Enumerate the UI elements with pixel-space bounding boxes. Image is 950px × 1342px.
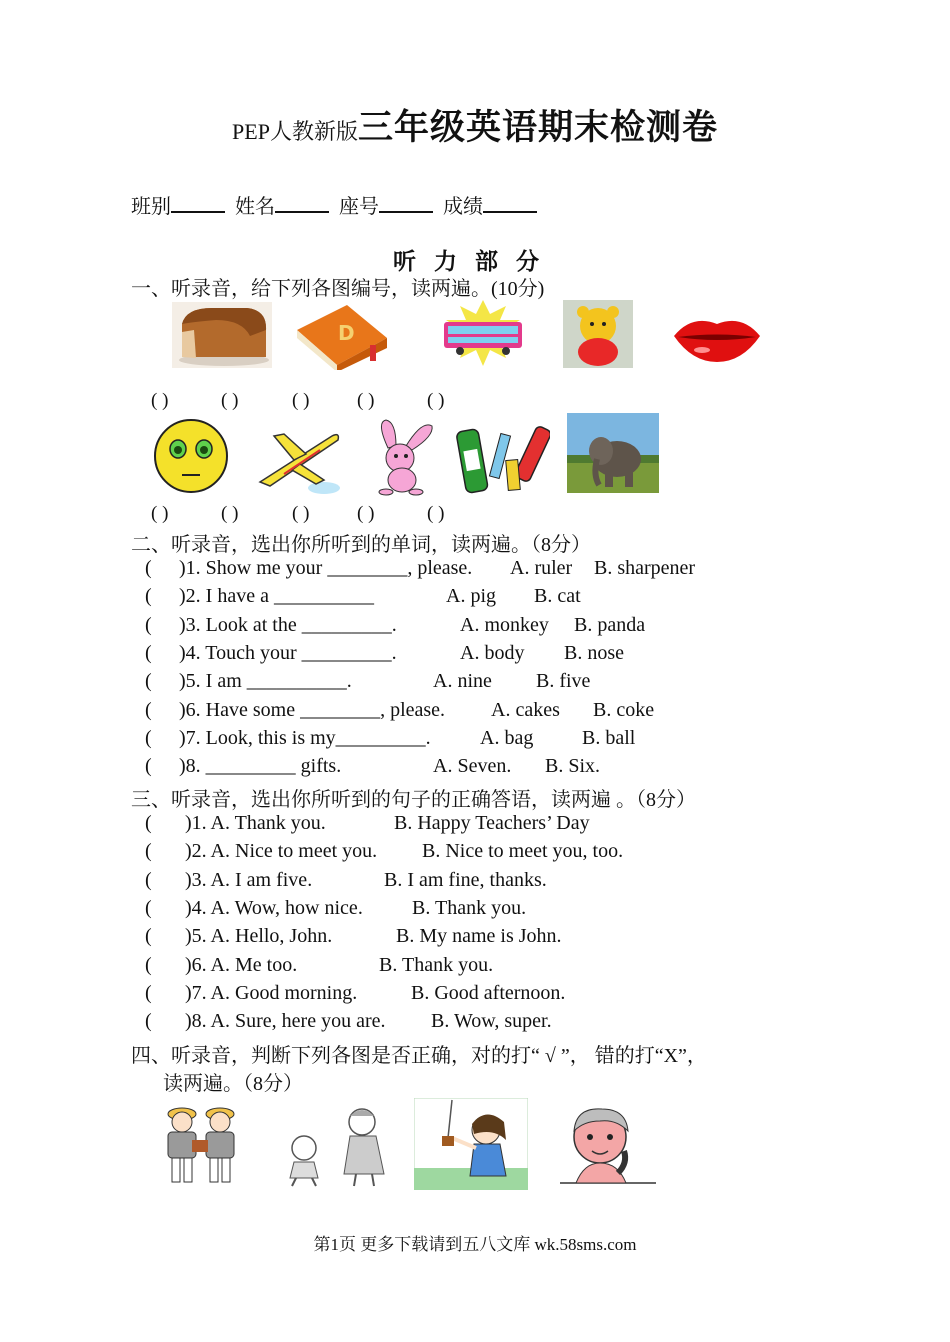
option-a: A. cakes — [491, 699, 560, 721]
answer-paren[interactable]: ( — [145, 585, 152, 607]
bear-icon — [563, 300, 633, 368]
section4-heading: 四、听录音，判断下列各图是否正确，对的打“ √ ”， 错的打“X”， — [131, 1045, 707, 1067]
answer-paren[interactable]: ( — [145, 727, 152, 749]
section2-heading: 二、听录音，选出你所听到的单词，读两遍。（8分） — [131, 534, 591, 556]
option-a: A. nine — [433, 670, 492, 692]
name-label: 姓名 — [235, 196, 275, 218]
class-blank[interactable] — [171, 193, 225, 213]
answer-paren[interactable]: ( — [145, 755, 152, 777]
option-b: B. Nice to meet you, too. — [422, 840, 624, 862]
page-footer: 第1页 更多下载请到五八文库 wk.58sms.com — [313, 1235, 637, 1254]
elephant-icon — [567, 413, 659, 493]
question-text: )8. _________ gifts. — [179, 755, 342, 777]
answer-slot[interactable]: ( ) — [221, 503, 239, 524]
option-a-text: )7. A. Good morning. — [185, 982, 358, 1004]
option-b: B. I am fine, thanks. — [384, 869, 547, 891]
answer-paren[interactable]: ( — [145, 699, 152, 721]
listening-part-heading: 听力部分 — [393, 249, 557, 275]
option-a: A. monkey — [460, 614, 549, 636]
answer-slot[interactable]: ( ) — [221, 390, 239, 411]
option-b: B. nose — [564, 642, 624, 664]
answer-slot[interactable]: ( ) — [292, 503, 310, 524]
option-a: A. pig — [446, 585, 496, 607]
answer-paren[interactable]: ( — [145, 557, 152, 579]
name-blank[interactable] — [275, 193, 329, 213]
option-a-text: )3. A. I am five. — [185, 869, 313, 891]
book-icon — [292, 300, 392, 370]
option-b: B. Thank you. — [379, 954, 494, 976]
class-label: 班别 — [131, 196, 171, 218]
answer-paren[interactable]: ( — [145, 925, 152, 947]
answer-slot[interactable]: ( ) — [292, 390, 310, 411]
option-b: B. five — [536, 670, 591, 692]
option-a: A. ruler — [510, 557, 573, 579]
seat-label: 座号 — [339, 196, 379, 218]
option-b: B. My name is John. — [396, 925, 562, 947]
answer-slot[interactable]: ( ) — [151, 390, 169, 411]
question-text: )3. Look at the _________. — [179, 614, 397, 636]
boy-touching-face-icon — [556, 1103, 660, 1187]
option-a-text: )5. A. Hello, John. — [185, 925, 333, 947]
option-b: B. Thank you. — [412, 897, 527, 919]
option-b: B. sharpener — [594, 557, 696, 579]
girl-with-string-icon — [414, 1098, 528, 1190]
answer-slot[interactable]: ( ) — [427, 390, 445, 411]
student-info-line — [131, 190, 537, 219]
mouth-icon — [672, 312, 762, 364]
answer-paren[interactable]: ( — [145, 614, 152, 636]
answer-paren[interactable]: ( — [145, 954, 152, 976]
svg-text:D: D — [338, 321, 355, 345]
option-b: B. coke — [593, 699, 655, 721]
question-text: )4. Touch your _________. — [179, 642, 397, 664]
question-text: )2. I have a __________ — [179, 585, 374, 607]
option-b: B. Good afternoon. — [411, 982, 566, 1004]
answer-slot[interactable]: ( ) — [151, 503, 169, 524]
option-a-text: )6. A. Me too. — [185, 954, 298, 976]
bread-icon — [172, 302, 272, 368]
answer-paren[interactable]: ( — [145, 1010, 152, 1032]
crayons-icon — [455, 420, 550, 496]
rabbit-icon — [366, 418, 438, 496]
option-b: B. ball — [582, 727, 636, 749]
option-a: A. Seven. — [433, 755, 512, 777]
option-b: B. Six. — [545, 755, 601, 777]
seat-blank[interactable] — [379, 193, 433, 213]
answer-paren[interactable]: ( — [145, 897, 152, 919]
section4-heading-cont: 读两遍。（8分） — [163, 1073, 303, 1095]
question-text: )5. I am __________. — [179, 670, 352, 692]
option-b: B. Wow, super. — [431, 1010, 552, 1032]
option-b: B. panda — [574, 614, 646, 636]
option-a-text: )1. A. Thank you. — [185, 812, 326, 834]
answer-slot[interactable]: ( ) — [357, 390, 375, 411]
kid-and-woman-icon — [276, 1104, 402, 1188]
score-label: 成绩 — [443, 196, 483, 218]
score-blank[interactable] — [483, 193, 537, 213]
question-text: )7. Look, this is my_________. — [179, 727, 431, 749]
page-title — [0, 100, 950, 150]
title-prefix: PEP人教新版 — [232, 119, 358, 144]
option-a-text: )4. A. Wow, how nice. — [185, 897, 363, 919]
answer-slot[interactable]: ( ) — [357, 503, 375, 524]
title-main: 三年级英语期末检测卷 — [357, 108, 718, 148]
answer-paren[interactable]: ( — [145, 670, 152, 692]
answer-paren[interactable]: ( — [145, 840, 152, 862]
answer-paren[interactable]: ( — [145, 982, 152, 1004]
answer-slot[interactable]: ( ) — [427, 503, 445, 524]
question-text: )6. Have some ________, please. — [179, 699, 446, 721]
answer-paren[interactable]: ( — [145, 869, 152, 891]
section1-heading: 一、听录音，给下列各图编号，读两遍。(10分) — [131, 278, 545, 300]
plane-icon — [254, 422, 342, 496]
answer-paren[interactable]: ( — [145, 812, 152, 834]
option-a: A. body — [460, 642, 525, 664]
option-a: A. bag — [480, 727, 534, 749]
section3-heading: 三、听录音，选出你所听到的句子的正确答语，读两遍 。（8分） — [131, 789, 696, 811]
option-a-text: )8. A. Sure, here you are. — [185, 1010, 386, 1032]
students-icon — [152, 1100, 250, 1190]
question-text: )1. Show me your ________, please. — [179, 557, 473, 579]
bus-icon — [438, 300, 528, 370]
option-a-text: )2. A. Nice to meet you. — [185, 840, 378, 862]
face-icon — [152, 417, 232, 495]
answer-paren[interactable]: ( — [145, 642, 152, 664]
option-b: B. Happy Teachers’ Day — [394, 812, 590, 834]
option-b: B. cat — [534, 585, 581, 607]
